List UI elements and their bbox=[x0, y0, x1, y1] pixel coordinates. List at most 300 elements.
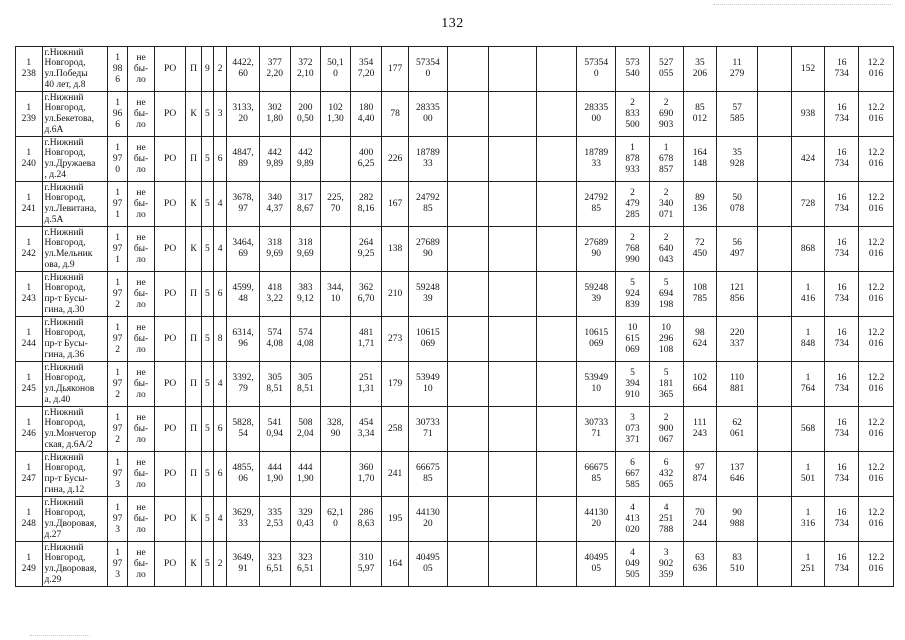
cell-total-cost: 57354 0 bbox=[408, 47, 447, 92]
cell-area-premises: 442 9,89 bbox=[259, 137, 290, 182]
cell-wall-material: П bbox=[186, 407, 201, 452]
cell-floors: 5 bbox=[201, 452, 213, 497]
table-row bbox=[16, 272, 894, 317]
cell-cost-roof: 2 640 043 bbox=[649, 227, 683, 272]
cell-total-area: 3678, 97 bbox=[227, 182, 260, 227]
cell-residents: 167 bbox=[382, 182, 409, 227]
cell-deadline: 12.2 016 bbox=[859, 407, 894, 452]
cell-wall-material: К bbox=[186, 227, 201, 272]
cell-year-built: 1 97 1 bbox=[107, 182, 127, 227]
cell-area-nonresidential bbox=[321, 317, 351, 362]
cell-cost-per-sqm: 1 251 bbox=[791, 542, 825, 587]
cell-cost-systems: 111 243 bbox=[683, 407, 717, 452]
cell-program: РО bbox=[154, 407, 186, 452]
cell-address: г.Нижний Новгород, пр-т Бусы- гина, д.12 bbox=[42, 452, 107, 497]
cell-cost-facade: 2 479 285 bbox=[616, 182, 650, 227]
cell-cost-roof: 2 690 903 bbox=[649, 92, 683, 137]
cell-fund-regional bbox=[488, 92, 536, 137]
cell-area-premises: 335 2,53 bbox=[259, 497, 290, 542]
cell-fund-local bbox=[536, 137, 577, 182]
cell-cost-per-sqm: 868 bbox=[791, 227, 825, 272]
cell-residents: 273 bbox=[382, 317, 409, 362]
cell-total-area: 3464, 69 bbox=[227, 227, 260, 272]
cell-row-number: 1 238 bbox=[16, 47, 43, 92]
cell-fund-federal bbox=[447, 497, 488, 542]
cell-reserve bbox=[758, 137, 792, 182]
cell-sections: 3 bbox=[214, 92, 227, 137]
cell-previous-repair: не бы- ло bbox=[128, 542, 155, 587]
cell-reserve bbox=[758, 407, 792, 452]
cell-sections: 6 bbox=[214, 272, 227, 317]
cell-area-residential: 318 9,69 bbox=[290, 227, 321, 272]
cell-sections: 6 bbox=[214, 407, 227, 452]
cell-cost-per-sqm: 568 bbox=[791, 407, 825, 452]
cell-cost-facade: 2 833 500 bbox=[616, 92, 650, 137]
cell-fund-federal bbox=[447, 272, 488, 317]
cell-max-cost-per-sqm: 16 734 bbox=[825, 497, 859, 542]
cell-year-built: 1 97 3 bbox=[107, 497, 127, 542]
cell-fund-local bbox=[536, 542, 577, 587]
cell-sections: 4 bbox=[214, 497, 227, 542]
cell-cost-roof: 5 181 365 bbox=[649, 362, 683, 407]
cell-fund-regional bbox=[488, 317, 536, 362]
cell-area-premises: 323 6,51 bbox=[259, 542, 290, 587]
cell-cost-systems: 89 136 bbox=[683, 182, 717, 227]
cell-cost-roof: 5 694 198 bbox=[649, 272, 683, 317]
cell-cost-per-sqm: 938 bbox=[791, 92, 825, 137]
cell-cost-facade: 5 924 839 bbox=[616, 272, 650, 317]
cell-cost-other: 137 646 bbox=[717, 452, 758, 497]
cell-cost-systems: 164 148 bbox=[683, 137, 717, 182]
cell-sections: 4 bbox=[214, 182, 227, 227]
cell-program: РО bbox=[154, 92, 186, 137]
cell-fund-federal bbox=[447, 137, 488, 182]
cell-cost-other: 121 856 bbox=[717, 272, 758, 317]
cell-deadline: 12.2 016 bbox=[859, 227, 894, 272]
cell-row-number: 1 243 bbox=[16, 272, 43, 317]
cell-fund-local bbox=[536, 227, 577, 272]
cell-area-premises: 340 4,37 bbox=[259, 182, 290, 227]
cell-residents: 241 bbox=[382, 452, 409, 497]
cell-area-residential: 305 8,51 bbox=[290, 362, 321, 407]
cell-fund-regional bbox=[488, 407, 536, 452]
table-row bbox=[16, 452, 894, 497]
cell-max-cost-per-sqm: 16 734 bbox=[825, 542, 859, 587]
cell-area-common: 180 4,40 bbox=[350, 92, 382, 137]
cell-deadline: 12.2 016 bbox=[859, 362, 894, 407]
cell-year-built: 1 97 1 bbox=[107, 227, 127, 272]
cell-area-residential: 317 8,67 bbox=[290, 182, 321, 227]
cell-fund-federal bbox=[447, 452, 488, 497]
cell-cost-roof: 2 900 067 bbox=[649, 407, 683, 452]
cell-reserve bbox=[758, 317, 792, 362]
cell-area-premises: 305 8,51 bbox=[259, 362, 290, 407]
cell-area-nonresidential bbox=[321, 542, 351, 587]
cell-fund-owners: 24792 85 bbox=[577, 182, 616, 227]
cell-area-nonresidential bbox=[321, 227, 351, 272]
cell-total-cost: 40495 05 bbox=[408, 542, 447, 587]
cell-program: РО bbox=[154, 362, 186, 407]
cell-program: РО bbox=[154, 47, 186, 92]
cell-max-cost-per-sqm: 16 734 bbox=[825, 452, 859, 497]
table-row bbox=[16, 542, 894, 587]
cell-residents: 164 bbox=[382, 542, 409, 587]
cell-area-common: 481 1,71 bbox=[350, 317, 382, 362]
cell-area-nonresidential: 62,1 0 bbox=[321, 497, 351, 542]
cell-area-residential: 200 0,50 bbox=[290, 92, 321, 137]
cell-area-residential: 383 9,12 bbox=[290, 272, 321, 317]
cell-fund-regional bbox=[488, 272, 536, 317]
cell-previous-repair: не бы- ло bbox=[128, 407, 155, 452]
cell-cost-roof: 10 296 108 bbox=[649, 317, 683, 362]
cell-fund-owners: 59248 39 bbox=[577, 272, 616, 317]
cell-cost-roof: 3 902 359 bbox=[649, 542, 683, 587]
cell-area-common: 362 6,70 bbox=[350, 272, 382, 317]
cell-address: г.Нижний Новгород, пр-т Бусы- гина, д.36 bbox=[42, 317, 107, 362]
cell-cost-systems: 63 636 bbox=[683, 542, 717, 587]
table-row bbox=[16, 92, 894, 137]
cell-area-common: 264 9,25 bbox=[350, 227, 382, 272]
scan-artifact-bottom bbox=[30, 631, 90, 636]
cell-area-common: 360 1,70 bbox=[350, 452, 382, 497]
cell-cost-other: 56 497 bbox=[717, 227, 758, 272]
cell-reserve bbox=[758, 272, 792, 317]
cell-fund-owners: 10615 069 bbox=[577, 317, 616, 362]
cell-row-number: 1 244 bbox=[16, 317, 43, 362]
cell-residents: 78 bbox=[382, 92, 409, 137]
cell-area-common: 454 3,34 bbox=[350, 407, 382, 452]
cell-sections: 4 bbox=[214, 362, 227, 407]
cell-total-area: 3629, 33 bbox=[227, 497, 260, 542]
cell-total-area: 3649, 91 bbox=[227, 542, 260, 587]
cell-area-premises: 418 3,22 bbox=[259, 272, 290, 317]
cell-total-cost: 53949 10 bbox=[408, 362, 447, 407]
cell-fund-regional bbox=[488, 542, 536, 587]
cell-total-cost: 18789 33 bbox=[408, 137, 447, 182]
cell-cost-roof: 4 251 788 bbox=[649, 497, 683, 542]
cell-total-cost: 27689 90 bbox=[408, 227, 447, 272]
cell-wall-material: П bbox=[186, 452, 201, 497]
cell-area-nonresidential: 102 1,30 bbox=[321, 92, 351, 137]
cell-sections: 2 bbox=[214, 47, 227, 92]
cell-wall-material: К bbox=[186, 182, 201, 227]
cell-fund-local bbox=[536, 362, 577, 407]
cell-area-premises: 318 9,69 bbox=[259, 227, 290, 272]
cell-reserve bbox=[758, 92, 792, 137]
cell-previous-repair: не бы- ло bbox=[128, 452, 155, 497]
cell-fund-regional bbox=[488, 47, 536, 92]
cell-fund-owners: 44130 20 bbox=[577, 497, 616, 542]
cell-cost-other: 50 078 bbox=[717, 182, 758, 227]
cell-cost-other: 57 585 bbox=[717, 92, 758, 137]
cell-residents: 195 bbox=[382, 497, 409, 542]
cell-reserve bbox=[758, 452, 792, 497]
cell-deadline: 12.2 016 bbox=[859, 182, 894, 227]
cell-fund-local bbox=[536, 272, 577, 317]
cell-fund-regional bbox=[488, 137, 536, 182]
cell-program: РО bbox=[154, 182, 186, 227]
cell-row-number: 1 249 bbox=[16, 542, 43, 587]
cell-fund-local bbox=[536, 407, 577, 452]
cell-wall-material: П bbox=[186, 137, 201, 182]
cell-floors: 5 bbox=[201, 92, 213, 137]
table-row bbox=[16, 137, 894, 182]
cell-cost-systems: 72 450 bbox=[683, 227, 717, 272]
cell-year-built: 1 96 6 bbox=[107, 92, 127, 137]
cell-cost-facade: 1 878 933 bbox=[616, 137, 650, 182]
cell-cost-other: 11 279 bbox=[717, 47, 758, 92]
cell-address: г.Нижний Новгород, ул.Мельник ова, д.9 bbox=[42, 227, 107, 272]
cell-total-area: 3133, 20 bbox=[227, 92, 260, 137]
cell-fund-federal bbox=[447, 47, 488, 92]
cell-floors: 5 bbox=[201, 272, 213, 317]
cell-fund-local bbox=[536, 92, 577, 137]
table-row bbox=[16, 47, 894, 92]
cell-area-premises: 302 1,80 bbox=[259, 92, 290, 137]
cell-wall-material: К bbox=[186, 92, 201, 137]
table-row bbox=[16, 227, 894, 272]
cell-area-residential: 508 2,04 bbox=[290, 407, 321, 452]
cell-area-common: 282 8,16 bbox=[350, 182, 382, 227]
cell-cost-other: 83 510 bbox=[717, 542, 758, 587]
table-row bbox=[16, 317, 894, 362]
cell-fund-local bbox=[536, 317, 577, 362]
cell-cost-systems: 97 874 bbox=[683, 452, 717, 497]
cell-program: РО bbox=[154, 317, 186, 362]
cell-year-built: 1 98 6 bbox=[107, 47, 127, 92]
cell-area-premises: 574 4,08 bbox=[259, 317, 290, 362]
cell-total-area: 4599, 48 bbox=[227, 272, 260, 317]
cell-cost-roof: 2 340 071 bbox=[649, 182, 683, 227]
cell-total-area: 6314, 96 bbox=[227, 317, 260, 362]
cell-max-cost-per-sqm: 16 734 bbox=[825, 182, 859, 227]
cell-year-built: 1 97 2 bbox=[107, 317, 127, 362]
table-row bbox=[16, 497, 894, 542]
cell-cost-roof: 527 055 bbox=[649, 47, 683, 92]
cell-fund-federal bbox=[447, 182, 488, 227]
cell-year-built: 1 97 2 bbox=[107, 362, 127, 407]
cell-floors: 5 bbox=[201, 227, 213, 272]
cell-deadline: 12.2 016 bbox=[859, 47, 894, 92]
cell-area-common: 400 6,25 bbox=[350, 137, 382, 182]
cell-reserve bbox=[758, 497, 792, 542]
cell-max-cost-per-sqm: 16 734 bbox=[825, 92, 859, 137]
cell-total-cost: 28335 00 bbox=[408, 92, 447, 137]
cell-row-number: 1 239 bbox=[16, 92, 43, 137]
cell-cost-per-sqm: 1 501 bbox=[791, 452, 825, 497]
cell-area-residential: 323 6,51 bbox=[290, 542, 321, 587]
table-row bbox=[16, 362, 894, 407]
cell-address: г.Нижний Новгород, ул.Дворовая, д.29 bbox=[42, 542, 107, 587]
cell-previous-repair: не бы- ло bbox=[128, 317, 155, 362]
cell-wall-material: П bbox=[186, 272, 201, 317]
cell-sections: 6 bbox=[214, 137, 227, 182]
cell-residents: 226 bbox=[382, 137, 409, 182]
cell-area-nonresidential: 328, 90 bbox=[321, 407, 351, 452]
cell-fund-owners: 53949 10 bbox=[577, 362, 616, 407]
cell-total-cost: 59248 39 bbox=[408, 272, 447, 317]
cell-fund-federal bbox=[447, 227, 488, 272]
cell-residents: 179 bbox=[382, 362, 409, 407]
cell-total-cost: 24792 85 bbox=[408, 182, 447, 227]
cell-floors: 5 bbox=[201, 317, 213, 362]
cell-cost-systems: 102 664 bbox=[683, 362, 717, 407]
cell-area-residential: 329 0,43 bbox=[290, 497, 321, 542]
cell-fund-regional bbox=[488, 227, 536, 272]
cell-deadline: 12.2 016 bbox=[859, 92, 894, 137]
cell-fund-regional bbox=[488, 362, 536, 407]
cell-row-number: 1 248 bbox=[16, 497, 43, 542]
cell-fund-owners: 66675 85 bbox=[577, 452, 616, 497]
cell-cost-per-sqm: 152 bbox=[791, 47, 825, 92]
cell-cost-systems: 108 785 bbox=[683, 272, 717, 317]
cell-residents: 258 bbox=[382, 407, 409, 452]
cell-cost-systems: 35 206 bbox=[683, 47, 717, 92]
cell-area-nonresidential: 225, 70 bbox=[321, 182, 351, 227]
cell-cost-roof: 6 432 065 bbox=[649, 452, 683, 497]
cell-fund-regional bbox=[488, 182, 536, 227]
cell-max-cost-per-sqm: 16 734 bbox=[825, 362, 859, 407]
cell-wall-material: П bbox=[186, 362, 201, 407]
cell-area-common: 310 5,97 bbox=[350, 542, 382, 587]
cell-previous-repair: не бы- ло bbox=[128, 362, 155, 407]
cell-area-nonresidential bbox=[321, 452, 351, 497]
cell-cost-systems: 85 012 bbox=[683, 92, 717, 137]
cell-area-residential: 442 9,89 bbox=[290, 137, 321, 182]
cell-fund-owners: 57354 0 bbox=[577, 47, 616, 92]
cell-total-cost: 66675 85 bbox=[408, 452, 447, 497]
cell-area-nonresidential bbox=[321, 362, 351, 407]
cell-sections: 6 bbox=[214, 452, 227, 497]
cell-cost-facade: 6 667 585 bbox=[616, 452, 650, 497]
cell-cost-other: 90 988 bbox=[717, 497, 758, 542]
cell-fund-local bbox=[536, 497, 577, 542]
table-row bbox=[16, 407, 894, 452]
cell-deadline: 12.2 016 bbox=[859, 272, 894, 317]
cell-floors: 9 bbox=[201, 47, 213, 92]
cell-cost-facade: 573 540 bbox=[616, 47, 650, 92]
cell-residents: 210 bbox=[382, 272, 409, 317]
cell-max-cost-per-sqm: 16 734 bbox=[825, 227, 859, 272]
scan-artifact-top bbox=[713, 4, 893, 11]
cell-previous-repair: не бы- ло bbox=[128, 497, 155, 542]
cell-total-area: 4847, 89 bbox=[227, 137, 260, 182]
cell-wall-material: К bbox=[186, 542, 201, 587]
cell-max-cost-per-sqm: 16 734 bbox=[825, 317, 859, 362]
cell-cost-per-sqm: 728 bbox=[791, 182, 825, 227]
cell-cost-other: 62 061 bbox=[717, 407, 758, 452]
cell-max-cost-per-sqm: 16 734 bbox=[825, 47, 859, 92]
cell-total-cost: 30733 71 bbox=[408, 407, 447, 452]
housing-register-table bbox=[15, 46, 894, 587]
cell-cost-per-sqm: 424 bbox=[791, 137, 825, 182]
cell-total-area: 3392, 79 bbox=[227, 362, 260, 407]
cell-year-built: 1 97 3 bbox=[107, 452, 127, 497]
cell-program: РО bbox=[154, 227, 186, 272]
cell-cost-roof: 1 678 857 bbox=[649, 137, 683, 182]
cell-previous-repair: не бы- ло bbox=[128, 272, 155, 317]
cell-program: РО bbox=[154, 452, 186, 497]
cell-fund-owners: 40495 05 bbox=[577, 542, 616, 587]
cell-program: РО bbox=[154, 137, 186, 182]
cell-floors: 5 bbox=[201, 182, 213, 227]
cell-address: г.Нижний Новгород, ул.Мончегор ская, д.6А/2 bbox=[42, 407, 107, 452]
cell-fund-owners: 28335 00 bbox=[577, 92, 616, 137]
cell-row-number: 1 242 bbox=[16, 227, 43, 272]
cell-year-built: 1 97 2 bbox=[107, 407, 127, 452]
cell-deadline: 12.2 016 bbox=[859, 497, 894, 542]
cell-fund-federal bbox=[447, 407, 488, 452]
cell-area-common: 286 8,63 bbox=[350, 497, 382, 542]
cell-address: г.Нижний Новгород, ул.Левитана, д.5А bbox=[42, 182, 107, 227]
cell-cost-per-sqm: 1 316 bbox=[791, 497, 825, 542]
cell-previous-repair: не бы- ло bbox=[128, 182, 155, 227]
cell-area-premises: 377 2,20 bbox=[259, 47, 290, 92]
cell-max-cost-per-sqm: 16 734 bbox=[825, 407, 859, 452]
cell-area-common: 251 1,31 bbox=[350, 362, 382, 407]
cell-program: РО bbox=[154, 542, 186, 587]
cell-cost-facade: 3 073 371 bbox=[616, 407, 650, 452]
cell-floors: 5 bbox=[201, 137, 213, 182]
cell-deadline: 12.2 016 bbox=[859, 137, 894, 182]
cell-cost-other: 220 337 bbox=[717, 317, 758, 362]
cell-year-built: 1 97 3 bbox=[107, 542, 127, 587]
cell-fund-federal bbox=[447, 362, 488, 407]
cell-cost-per-sqm: 1 764 bbox=[791, 362, 825, 407]
cell-previous-repair: не бы- ло bbox=[128, 137, 155, 182]
cell-fund-federal bbox=[447, 317, 488, 362]
cell-fund-owners: 18789 33 bbox=[577, 137, 616, 182]
cell-sections: 8 bbox=[214, 317, 227, 362]
cell-cost-facade: 4 413 020 bbox=[616, 497, 650, 542]
cell-cost-facade: 5 394 910 bbox=[616, 362, 650, 407]
cell-fund-owners: 30733 71 bbox=[577, 407, 616, 452]
cell-residents: 138 bbox=[382, 227, 409, 272]
cell-cost-per-sqm: 1 416 bbox=[791, 272, 825, 317]
cell-area-nonresidential: 50,1 0 bbox=[321, 47, 351, 92]
cell-deadline: 12.2 016 bbox=[859, 452, 894, 497]
cell-cost-other: 110 881 bbox=[717, 362, 758, 407]
page-number: 132 bbox=[441, 16, 464, 31]
cell-area-premises: 541 0,94 bbox=[259, 407, 290, 452]
cell-row-number: 1 241 bbox=[16, 182, 43, 227]
cell-reserve bbox=[758, 542, 792, 587]
cell-floors: 5 bbox=[201, 542, 213, 587]
cell-address: г.Нижний Новгород, ул.Бекетова, д.6А bbox=[42, 92, 107, 137]
cell-sections: 2 bbox=[214, 542, 227, 587]
cell-cost-per-sqm: 1 848 bbox=[791, 317, 825, 362]
table-row bbox=[16, 182, 894, 227]
cell-program: РО bbox=[154, 272, 186, 317]
cell-fund-local bbox=[536, 452, 577, 497]
cell-year-built: 1 97 2 bbox=[107, 272, 127, 317]
cell-deadline: 12.2 016 bbox=[859, 542, 894, 587]
cell-reserve bbox=[758, 362, 792, 407]
cell-cost-systems: 98 624 bbox=[683, 317, 717, 362]
cell-area-common: 354 7,20 bbox=[350, 47, 382, 92]
cell-program: РО bbox=[154, 497, 186, 542]
cell-fund-regional bbox=[488, 452, 536, 497]
cell-row-number: 1 247 bbox=[16, 452, 43, 497]
cell-total-area: 4422, 60 bbox=[227, 47, 260, 92]
cell-area-nonresidential bbox=[321, 137, 351, 182]
cell-row-number: 1 246 bbox=[16, 407, 43, 452]
cell-reserve bbox=[758, 227, 792, 272]
cell-year-built: 1 97 0 bbox=[107, 137, 127, 182]
cell-area-residential: 574 4,08 bbox=[290, 317, 321, 362]
cell-row-number: 1 245 bbox=[16, 362, 43, 407]
cell-total-area: 4855, 06 bbox=[227, 452, 260, 497]
